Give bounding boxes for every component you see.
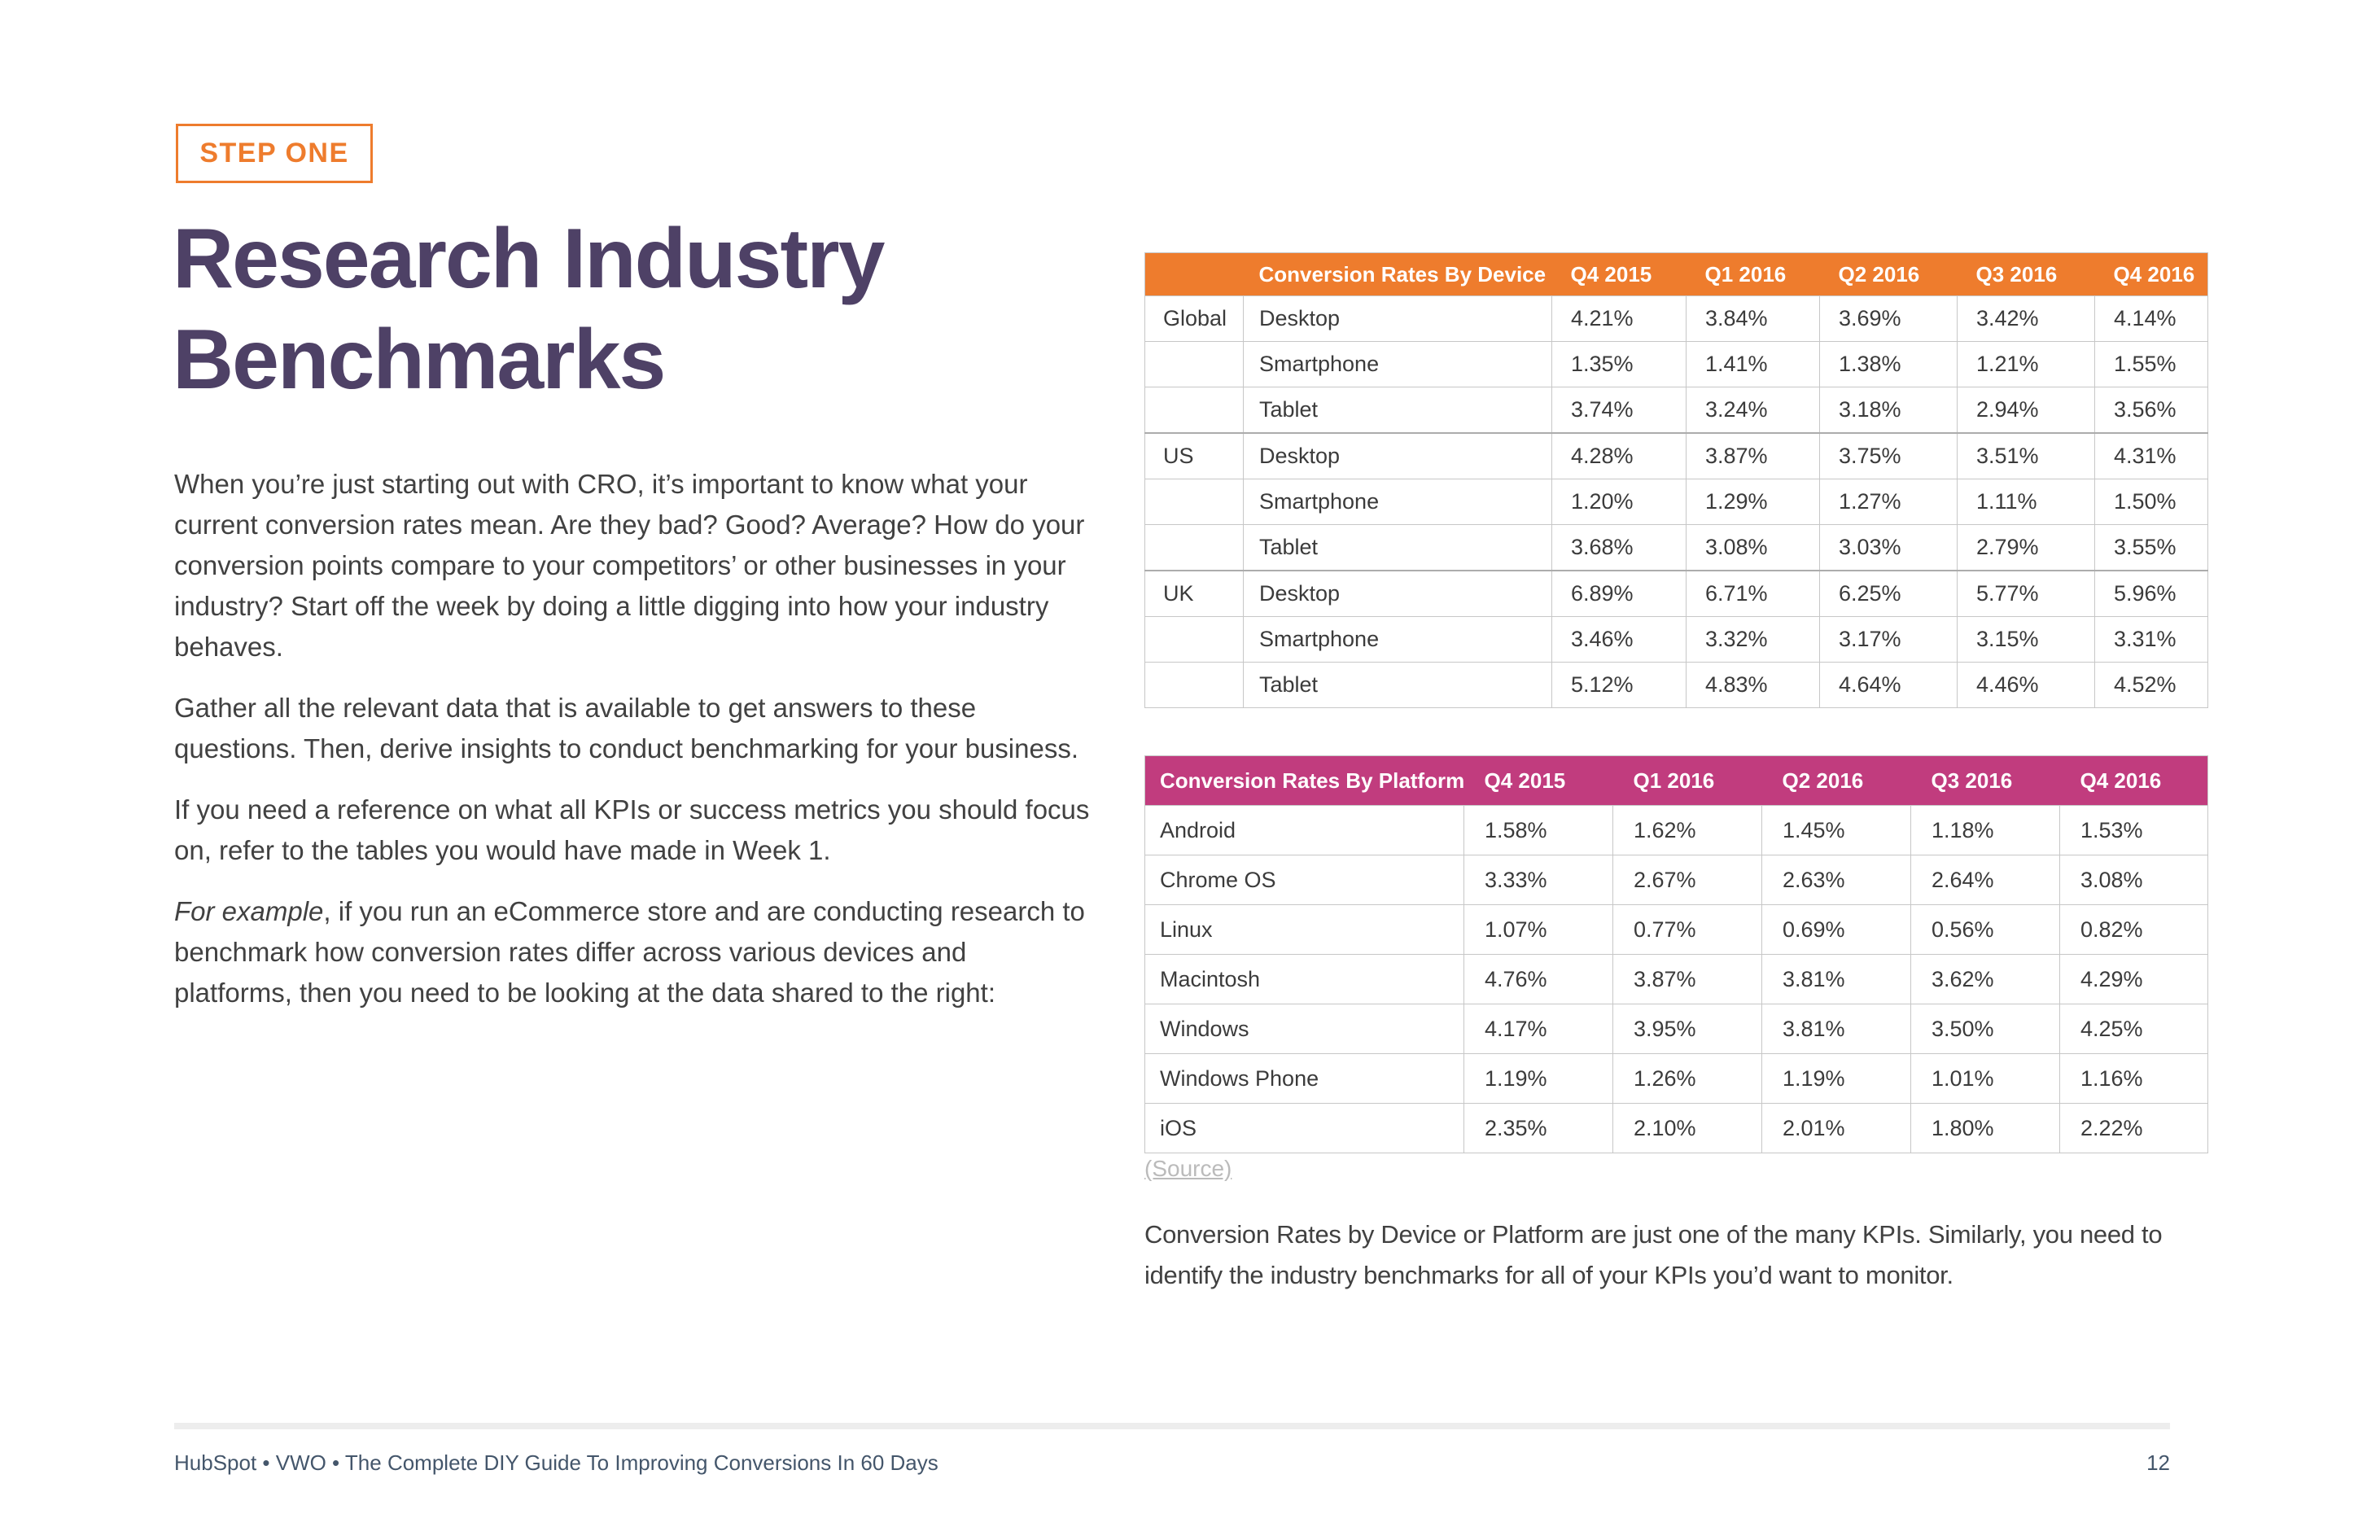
table-row xyxy=(1145,387,2208,434)
platform-table-title: Conversion Rates By Platform xyxy=(1145,756,1464,806)
value-cell: 2.94% xyxy=(1958,387,2095,434)
device-header-q1-2016: Q1 2016 xyxy=(1687,253,1820,296)
value-cell: 4.29% xyxy=(2060,955,2208,1004)
value-cell: 1.29% xyxy=(1687,479,1820,525)
value-cell: 3.62% xyxy=(1911,955,2060,1004)
value-cell: 3.33% xyxy=(1464,855,1613,905)
page-title-line1: Research Industry xyxy=(173,212,884,306)
value-cell: 3.42% xyxy=(1958,296,2095,342)
note-paragraph: Conversion Rates by Device or Platform are just one of the many KPIs. Similarly, you need to identify the industry benchmarks for all of your KPIs you’d want to monitor. xyxy=(1144,1220,2163,1289)
table-row xyxy=(1145,955,2208,1004)
device-cell: Tablet xyxy=(1244,525,1552,571)
value-cell: 3.46% xyxy=(1552,617,1687,663)
value-cell: 3.08% xyxy=(2060,855,2208,905)
value-cell: 3.81% xyxy=(1762,1004,1911,1054)
value-cell: 1.55% xyxy=(2095,342,2208,387)
value-cell: 2.35% xyxy=(1464,1104,1613,1153)
region-cell: Global xyxy=(1145,296,1244,342)
value-cell: 3.74% xyxy=(1552,387,1687,434)
device-header-q2-2016: Q2 2016 xyxy=(1820,253,1958,296)
footer-divider xyxy=(174,1423,2170,1429)
value-cell: 1.21% xyxy=(1958,342,2095,387)
device-table-header-row xyxy=(1145,253,2208,296)
value-cell: 4.28% xyxy=(1552,433,1687,479)
device-header-q4-2015: Q4 2015 xyxy=(1552,253,1687,296)
table-row xyxy=(1145,1004,2208,1054)
page-title xyxy=(173,208,1149,410)
device-header-q4-2016: Q4 2016 xyxy=(2095,253,2208,296)
footer-text: HubSpot • VWO • The Complete DIY Guide To Improving Conversions In 60 Days xyxy=(174,1450,938,1475)
device-table-title: Conversion Rates By Device xyxy=(1244,253,1552,296)
device-header-q3-2016: Q3 2016 xyxy=(1958,253,2095,296)
platform-cell: Macintosh xyxy=(1145,955,1464,1004)
intro-paragraph-4 xyxy=(174,891,1090,1013)
value-cell: 0.77% xyxy=(1613,905,1762,955)
value-cell: 3.84% xyxy=(1687,296,1820,342)
value-cell: 3.17% xyxy=(1820,617,1958,663)
value-cell: 2.10% xyxy=(1613,1104,1762,1153)
value-cell: 1.01% xyxy=(1911,1054,2060,1104)
region-cell xyxy=(1145,525,1244,571)
device-cell: Desktop xyxy=(1244,433,1552,479)
value-cell: 6.71% xyxy=(1687,571,1820,617)
value-cell: 6.25% xyxy=(1820,571,1958,617)
value-cell: 3.81% xyxy=(1762,955,1911,1004)
platform-table xyxy=(1144,755,2208,1153)
value-cell: 2.22% xyxy=(2060,1104,2208,1153)
value-cell: 1.50% xyxy=(2095,479,2208,525)
value-cell: 3.24% xyxy=(1687,387,1820,434)
value-cell: 1.80% xyxy=(1911,1104,2060,1153)
device-cell: Smartphone xyxy=(1244,342,1552,387)
table-row xyxy=(1145,617,2208,663)
platform-header-q1-2016: Q1 2016 xyxy=(1613,756,1762,806)
value-cell: 2.01% xyxy=(1762,1104,1911,1153)
value-cell: 4.31% xyxy=(2095,433,2208,479)
table-row xyxy=(1145,571,2208,617)
table-row xyxy=(1145,1104,2208,1153)
value-cell: 3.87% xyxy=(1687,433,1820,479)
region-cell: UK xyxy=(1145,571,1244,617)
device-cell: Smartphone xyxy=(1244,617,1552,663)
intro-paragraph-2: Gather all the relevant data that is available to get answers to these questions. Then, derive insights to conduct benchmarking for your business. xyxy=(174,693,1079,763)
table-row xyxy=(1145,342,2208,387)
platform-cell: Windows Phone xyxy=(1145,1054,1464,1104)
value-cell: 3.56% xyxy=(2095,387,2208,434)
value-cell: 3.75% xyxy=(1820,433,1958,479)
value-cell: 3.51% xyxy=(1958,433,2095,479)
table-row xyxy=(1145,1054,2208,1104)
value-cell: 1.53% xyxy=(2060,806,2208,855)
value-cell: 1.07% xyxy=(1464,905,1613,955)
table-row xyxy=(1145,905,2208,955)
value-cell: 4.14% xyxy=(2095,296,2208,342)
device-cell: Tablet xyxy=(1244,387,1552,434)
value-cell: 2.63% xyxy=(1762,855,1911,905)
value-cell: 3.03% xyxy=(1820,525,1958,571)
region-cell xyxy=(1145,342,1244,387)
device-cell: Smartphone xyxy=(1244,479,1552,525)
value-cell: 3.87% xyxy=(1613,955,1762,1004)
region-cell xyxy=(1145,387,1244,434)
value-cell: 1.16% xyxy=(2060,1054,2208,1104)
value-cell: 4.52% xyxy=(2095,663,2208,708)
value-cell: 4.21% xyxy=(1552,296,1687,342)
value-cell: 0.56% xyxy=(1911,905,2060,955)
device-cell: Desktop xyxy=(1244,571,1552,617)
device-table xyxy=(1144,252,2208,708)
value-cell: 3.15% xyxy=(1958,617,2095,663)
table-row xyxy=(1145,855,2208,905)
value-cell: 1.18% xyxy=(1911,806,2060,855)
value-cell: 1.41% xyxy=(1687,342,1820,387)
value-cell: 0.69% xyxy=(1762,905,1911,955)
region-cell: US xyxy=(1145,433,1244,479)
value-cell: 3.32% xyxy=(1687,617,1820,663)
value-cell: 1.19% xyxy=(1762,1054,1911,1104)
value-cell: 1.62% xyxy=(1613,806,1762,855)
table-row xyxy=(1145,525,2208,571)
step-badge xyxy=(176,124,373,183)
platform-header-q4-2015: Q4 2015 xyxy=(1464,756,1613,806)
region-cell xyxy=(1145,663,1244,708)
value-cell: 1.27% xyxy=(1820,479,1958,525)
value-cell: 1.26% xyxy=(1613,1054,1762,1104)
value-cell: 3.68% xyxy=(1552,525,1687,571)
value-cell: 3.31% xyxy=(2095,617,2208,663)
value-cell: 1.19% xyxy=(1464,1054,1613,1104)
value-cell: 3.55% xyxy=(2095,525,2208,571)
value-cell: 1.38% xyxy=(1820,342,1958,387)
value-cell: 3.69% xyxy=(1820,296,1958,342)
value-cell: 5.77% xyxy=(1958,571,2095,617)
value-cell: 1.45% xyxy=(1762,806,1911,855)
value-cell: 2.67% xyxy=(1613,855,1762,905)
value-cell: 1.11% xyxy=(1958,479,2095,525)
region-cell xyxy=(1145,479,1244,525)
device-cell: Tablet xyxy=(1244,663,1552,708)
value-cell: 3.08% xyxy=(1687,525,1820,571)
platform-header-q4-2016: Q4 2016 xyxy=(2060,756,2208,806)
device-cell: Desktop xyxy=(1244,296,1552,342)
platform-header-q3-2016: Q3 2016 xyxy=(1911,756,2060,806)
value-cell: 1.58% xyxy=(1464,806,1613,855)
value-cell: 6.89% xyxy=(1552,571,1687,617)
value-cell: 5.12% xyxy=(1552,663,1687,708)
for-example-lead: For example xyxy=(174,896,324,926)
page-number: 12 xyxy=(2146,1450,2170,1475)
value-cell: 3.18% xyxy=(1820,387,1958,434)
value-cell: 3.50% xyxy=(1911,1004,2060,1054)
intro-paragraph-1: When you’re just starting out with CRO, it’s important to know what your current conversion rates mean. Are they bad? Good? Average? How do your conversion points compare to your competitors’ or other businesses in your industry? Start off the week by doing a little digging into how your industry behaves. xyxy=(174,469,1085,662)
region-cell xyxy=(1145,617,1244,663)
intro-copy xyxy=(174,464,1090,1034)
source-link[interactable]: (Source) xyxy=(1144,1156,1232,1181)
intro-paragraph-4-rest: , if you run an eCommerce store and are conducting research to benchmark how conversion rates differ across various devices and platforms, then you need to be looking at the data shared to the right: xyxy=(174,896,1085,1008)
value-cell: 4.83% xyxy=(1687,663,1820,708)
value-cell: 1.35% xyxy=(1552,342,1687,387)
platform-cell: Android xyxy=(1145,806,1464,855)
value-cell: 2.79% xyxy=(1958,525,2095,571)
platform-cell: iOS xyxy=(1145,1104,1464,1153)
platform-cell: Linux xyxy=(1145,905,1464,955)
table-row xyxy=(1145,806,2208,855)
value-cell: 3.95% xyxy=(1613,1004,1762,1054)
table-row xyxy=(1145,296,2208,342)
intro-paragraph-3: If you need a reference on what all KPIs or success metrics you should focus on, refer to the tables you would have made in Week 1. xyxy=(174,794,1090,865)
platform-cell: Windows xyxy=(1145,1004,1464,1054)
platform-header-q2-2016: Q2 2016 xyxy=(1762,756,1911,806)
value-cell: 1.20% xyxy=(1552,479,1687,525)
value-cell: 0.82% xyxy=(2060,905,2208,955)
value-cell: 4.17% xyxy=(1464,1004,1613,1054)
device-header-spacer xyxy=(1145,253,1244,296)
step-badge-label: STEP ONE xyxy=(199,138,349,168)
page-title-line2: Benchmarks xyxy=(173,313,665,407)
platform-cell: Chrome OS xyxy=(1145,855,1464,905)
value-cell: 2.64% xyxy=(1911,855,2060,905)
value-cell: 4.25% xyxy=(2060,1004,2208,1054)
table-row xyxy=(1145,479,2208,525)
value-cell: 4.46% xyxy=(1958,663,2095,708)
value-cell: 5.96% xyxy=(2095,571,2208,617)
value-cell: 4.76% xyxy=(1464,955,1613,1004)
table-row xyxy=(1145,663,2208,708)
value-cell: 4.64% xyxy=(1820,663,1958,708)
platform-table-header-row xyxy=(1145,756,2208,806)
table-row xyxy=(1145,433,2208,479)
